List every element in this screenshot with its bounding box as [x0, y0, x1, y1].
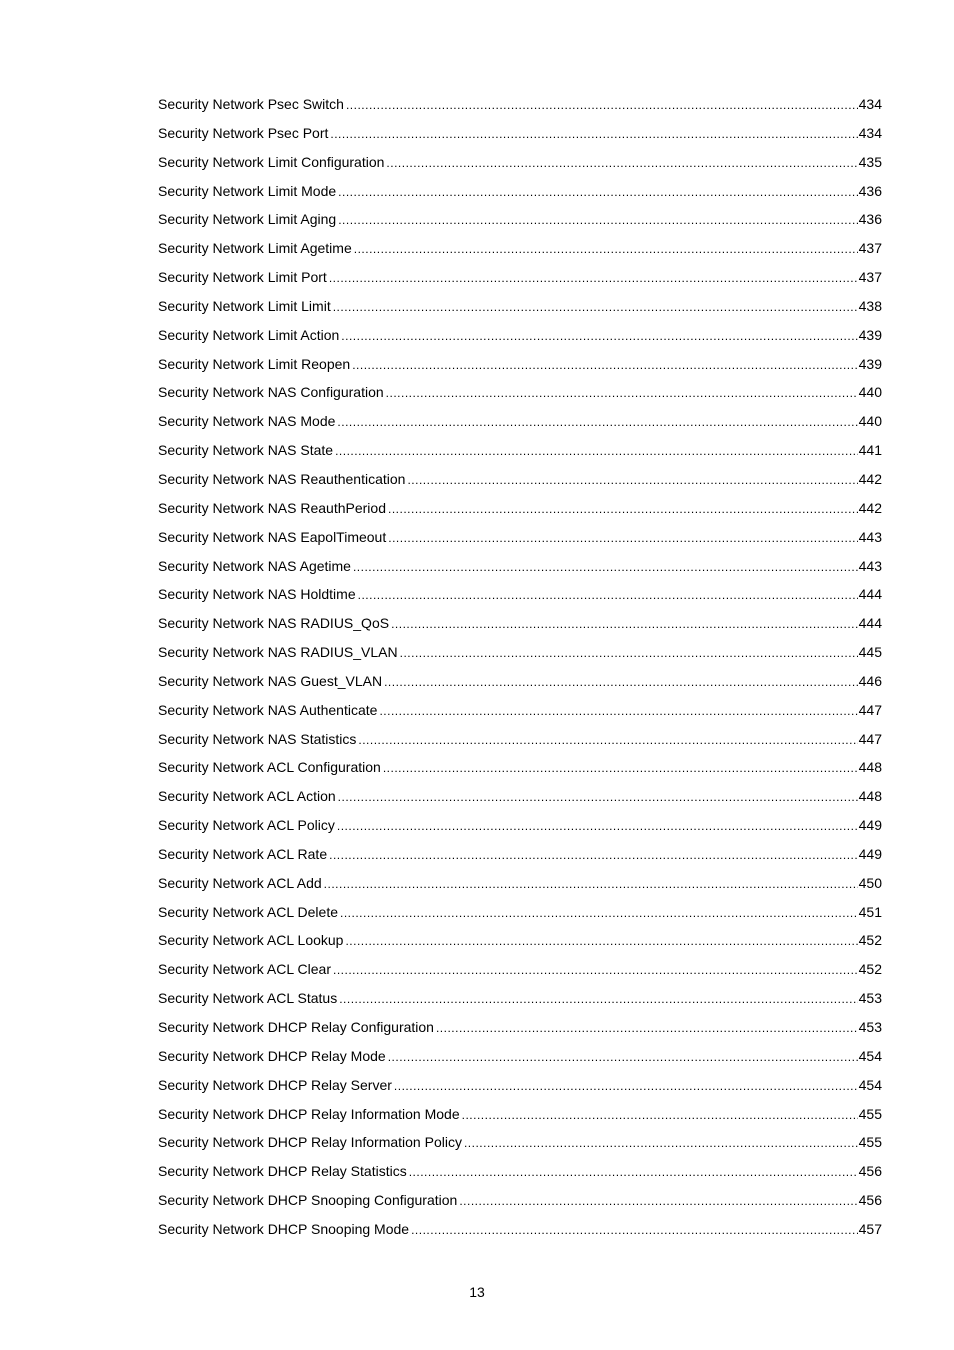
toc-entry[interactable] — [158, 1075, 882, 1104]
toc-dot-leader — [436, 1018, 858, 1038]
toc-dot-leader — [394, 1076, 858, 1096]
toc-entry-page: 445 — [858, 644, 882, 661]
toc-entry-page: 457 — [858, 1220, 882, 1237]
toc-entry-page: 444 — [858, 615, 882, 632]
toc-dot-leader — [384, 672, 858, 692]
toc-entry-title: Security Network NAS Mode — [158, 413, 336, 430]
toc-dot-leader — [391, 614, 858, 634]
toc-entry-page: 452 — [858, 961, 882, 978]
toc-dot-leader — [464, 1133, 858, 1153]
toc-entry[interactable] — [158, 181, 882, 210]
toc-entry-title: Security Network DHCP Snooping Mode — [158, 1220, 410, 1237]
toc-dot-leader — [337, 412, 857, 432]
toc-entry-title: Security Network DHCP Relay Configuration — [158, 1019, 434, 1035]
toc-entry-title: Security Network Psec Port — [158, 124, 329, 141]
toc-entry-title: Security Network ACL Rate — [158, 845, 328, 862]
toc-entry[interactable] — [158, 1132, 882, 1161]
toc-entry-title: Security Network DHCP Relay Server — [158, 1076, 392, 1093]
toc-dot-leader — [386, 383, 858, 403]
toc-dot-leader — [340, 903, 858, 923]
toc-entry[interactable] — [158, 1046, 882, 1075]
toc-entry-page: 441 — [858, 442, 882, 459]
toc-entry-page: 449 — [858, 817, 882, 834]
toc-entry-title: Security Network DHCP Relay Statistics — [158, 1163, 407, 1180]
toc-dot-leader — [388, 1047, 858, 1067]
toc-entry-title: Security Network ACL Delete — [158, 903, 338, 920]
toc-entry-title: Security Network NAS ReauthPeriod — [158, 499, 386, 516]
toc-dot-leader — [338, 787, 858, 807]
toc-entry-page: 443 — [858, 528, 882, 545]
toc-entry-title: Security Network Limit Agetime — [158, 240, 352, 257]
toc-entry-title: Security Network NAS Holdtime — [158, 586, 356, 603]
toc-entry[interactable] — [158, 238, 882, 267]
toc-dot-leader — [411, 1220, 858, 1240]
toc-dot-leader — [407, 470, 857, 490]
toc-entry-page: 434 — [858, 124, 882, 141]
toc-entry[interactable] — [158, 584, 882, 613]
toc-dot-leader — [383, 758, 858, 778]
toc-entry-title: Security Network ACL Policy — [158, 817, 335, 834]
toc-entry[interactable] — [158, 959, 882, 988]
toc-entry[interactable] — [158, 1017, 882, 1046]
toc-dot-leader — [338, 210, 857, 230]
toc-entry-page: 448 — [858, 759, 882, 776]
toc-entry-title: Security Network ACL Action — [158, 788, 336, 805]
page-number: 13 — [469, 1284, 485, 1300]
toc-dot-leader — [341, 326, 857, 346]
toc-entry-title: Security Network DHCP Snooping Configuration — [158, 1192, 458, 1209]
toc-entry[interactable] — [158, 930, 882, 959]
toc-entry[interactable] — [158, 757, 882, 786]
toc-entry-page: 436 — [858, 211, 882, 228]
toc-entry-title: Security Network Limit Mode — [158, 182, 337, 199]
toc-entry-title: Security Network DHCP Relay Information Policy — [158, 1134, 462, 1151]
toc-entry[interactable] — [158, 700, 882, 729]
toc-entry[interactable] — [158, 209, 882, 238]
toc-entry[interactable] — [158, 123, 882, 152]
toc-entry-title: Security Network Psec Switch — [158, 96, 344, 112]
toc-dot-leader — [358, 730, 857, 750]
toc-entry[interactable] — [158, 902, 882, 931]
toc-entry-page: 439 — [858, 355, 882, 372]
toc-entry-title: Security Network NAS Guest_VLAN — [158, 672, 383, 689]
toc-entry[interactable] — [158, 671, 882, 700]
toc-entry-page: 447 — [858, 701, 882, 718]
toc-entry-page: 455 — [858, 1105, 882, 1122]
toc-entry-title: Security Network Limit Limit — [158, 297, 331, 314]
toc-entry-title: Security Network NAS Statistics — [158, 730, 357, 747]
toc-entry[interactable] — [158, 815, 882, 844]
toc-entry[interactable] — [158, 613, 882, 642]
toc-entry-page: 456 — [858, 1163, 882, 1180]
toc-entry-page: 439 — [858, 326, 882, 343]
toc-entry[interactable] — [158, 411, 882, 440]
toc-dot-leader — [346, 95, 858, 115]
toc-entry-page: 444 — [858, 586, 882, 603]
toc-entry[interactable] — [158, 1219, 882, 1248]
toc-entry-title: Security Network ACL Status — [158, 990, 338, 1007]
toc-entry-title: Security Network ACL Lookup — [158, 932, 344, 949]
toc-dot-leader — [352, 355, 857, 375]
toc-entry[interactable] — [158, 786, 882, 815]
toc-entry[interactable] — [158, 556, 882, 585]
toc-entry[interactable] — [158, 873, 882, 902]
toc-dot-leader — [379, 701, 857, 721]
toc-entry-page: 455 — [858, 1134, 882, 1151]
toc-entry-title: Security Network NAS RADIUS_VLAN — [158, 644, 398, 661]
toc-entry[interactable] — [158, 988, 882, 1017]
toc-entry-page: 449 — [858, 845, 882, 862]
toc-entry-page: 442 — [858, 499, 882, 516]
toc-entry-title: Security Network ACL Clear — [158, 961, 331, 978]
toc-dot-leader — [400, 643, 858, 663]
toc-entry[interactable] — [158, 354, 882, 383]
toc-dot-leader — [335, 441, 858, 461]
toc-entry-title: Security Network NAS Agetime — [158, 557, 351, 574]
toc-entry[interactable] — [158, 527, 882, 556]
toc-entry-title: Security Network ACL Add — [158, 874, 322, 891]
toc-entry-title: Security Network Limit Action — [158, 326, 340, 343]
toc-dot-leader — [386, 153, 857, 173]
toc-entry[interactable] — [158, 94, 882, 123]
toc-entry-page: 453 — [858, 1019, 882, 1035]
toc-entry[interactable] — [158, 267, 882, 296]
toc-entry[interactable] — [158, 1190, 882, 1219]
toc-dot-leader — [333, 297, 858, 317]
toc-entry[interactable] — [158, 498, 882, 527]
toc-dot-leader — [337, 816, 858, 836]
toc-dot-leader — [330, 124, 857, 144]
toc-entry-page: 447 — [858, 730, 882, 747]
toc-entry-title: Security Network NAS Authenticate — [158, 701, 378, 718]
toc-entry[interactable] — [158, 469, 882, 498]
toc-dot-leader — [333, 960, 858, 980]
toc-dot-leader — [338, 182, 857, 202]
toc-dot-leader — [339, 989, 857, 1009]
toc-entry-page: 442 — [858, 470, 882, 487]
toc-dot-leader — [388, 528, 857, 548]
toc-entry[interactable] — [158, 152, 882, 181]
toc-entry-page: 437 — [858, 240, 882, 257]
toc-entry-title: Security Network DHCP Relay Mode — [158, 1047, 386, 1064]
toc-dot-leader — [409, 1162, 858, 1182]
toc-entry-page: 440 — [858, 413, 882, 430]
toc-entry-title: Security Network NAS EapolTimeout — [158, 528, 387, 545]
toc-entry-title: Security Network NAS State — [158, 442, 334, 459]
toc-entry-title: Security Network NAS Reauthentication — [158, 470, 406, 487]
toc-dot-leader — [354, 239, 858, 259]
toc-dot-leader — [345, 931, 857, 951]
toc-entry[interactable] — [158, 325, 882, 354]
toc-dot-leader — [329, 268, 858, 288]
toc-entry-page: 448 — [858, 788, 882, 805]
toc-entry[interactable] — [158, 1104, 882, 1133]
toc-entry-page: 450 — [858, 874, 882, 891]
toc-entry-title: Security Network ACL Configuration — [158, 759, 381, 776]
toc-entry-title: Security Network DHCP Relay Information Mode — [158, 1105, 460, 1122]
toc-dot-leader — [459, 1191, 857, 1211]
toc-entry-title: Security Network NAS RADIUS_QoS — [158, 615, 390, 632]
toc-entry-title: Security Network Limit Port — [158, 269, 327, 286]
toc-entry[interactable] — [158, 729, 882, 758]
toc-entry[interactable] — [158, 642, 882, 671]
toc-entry[interactable] — [158, 382, 882, 411]
toc-entry-page: 443 — [858, 557, 882, 574]
toc-entry-page: 454 — [858, 1076, 882, 1093]
table-of-contents — [158, 94, 882, 1248]
toc-entry-page: 456 — [858, 1192, 882, 1209]
toc-entry-page: 436 — [858, 182, 882, 199]
toc-entry-page: 453 — [858, 990, 882, 1007]
toc-entry[interactable] — [158, 1161, 882, 1190]
toc-entry-page: 452 — [858, 932, 882, 949]
toc-entry-page: 451 — [858, 903, 882, 920]
toc-dot-leader — [388, 499, 858, 519]
toc-dot-leader — [324, 874, 858, 894]
toc-entry-title: Security Network Limit Configuration — [158, 153, 385, 170]
toc-entry[interactable] — [158, 296, 882, 325]
toc-dot-leader — [329, 845, 858, 865]
toc-entry-page: 440 — [858, 384, 882, 401]
toc-dot-leader — [462, 1105, 858, 1125]
toc-entry-page: 446 — [858, 672, 882, 689]
toc-entry-title: Security Network Limit Aging — [158, 211, 337, 228]
toc-dot-leader — [353, 557, 858, 577]
toc-entry-title: Security Network NAS Configuration — [158, 384, 384, 401]
toc-entry-page: 434 — [858, 96, 882, 112]
toc-entry-page: 435 — [858, 153, 882, 170]
toc-dot-leader — [358, 585, 858, 605]
toc-entry-page: 438 — [858, 297, 882, 314]
toc-entry-page: 454 — [858, 1047, 882, 1064]
toc-entry-page: 437 — [858, 269, 882, 286]
toc-entry[interactable] — [158, 440, 882, 469]
toc-entry[interactable] — [158, 844, 882, 873]
toc-entry-title: Security Network Limit Reopen — [158, 355, 351, 372]
